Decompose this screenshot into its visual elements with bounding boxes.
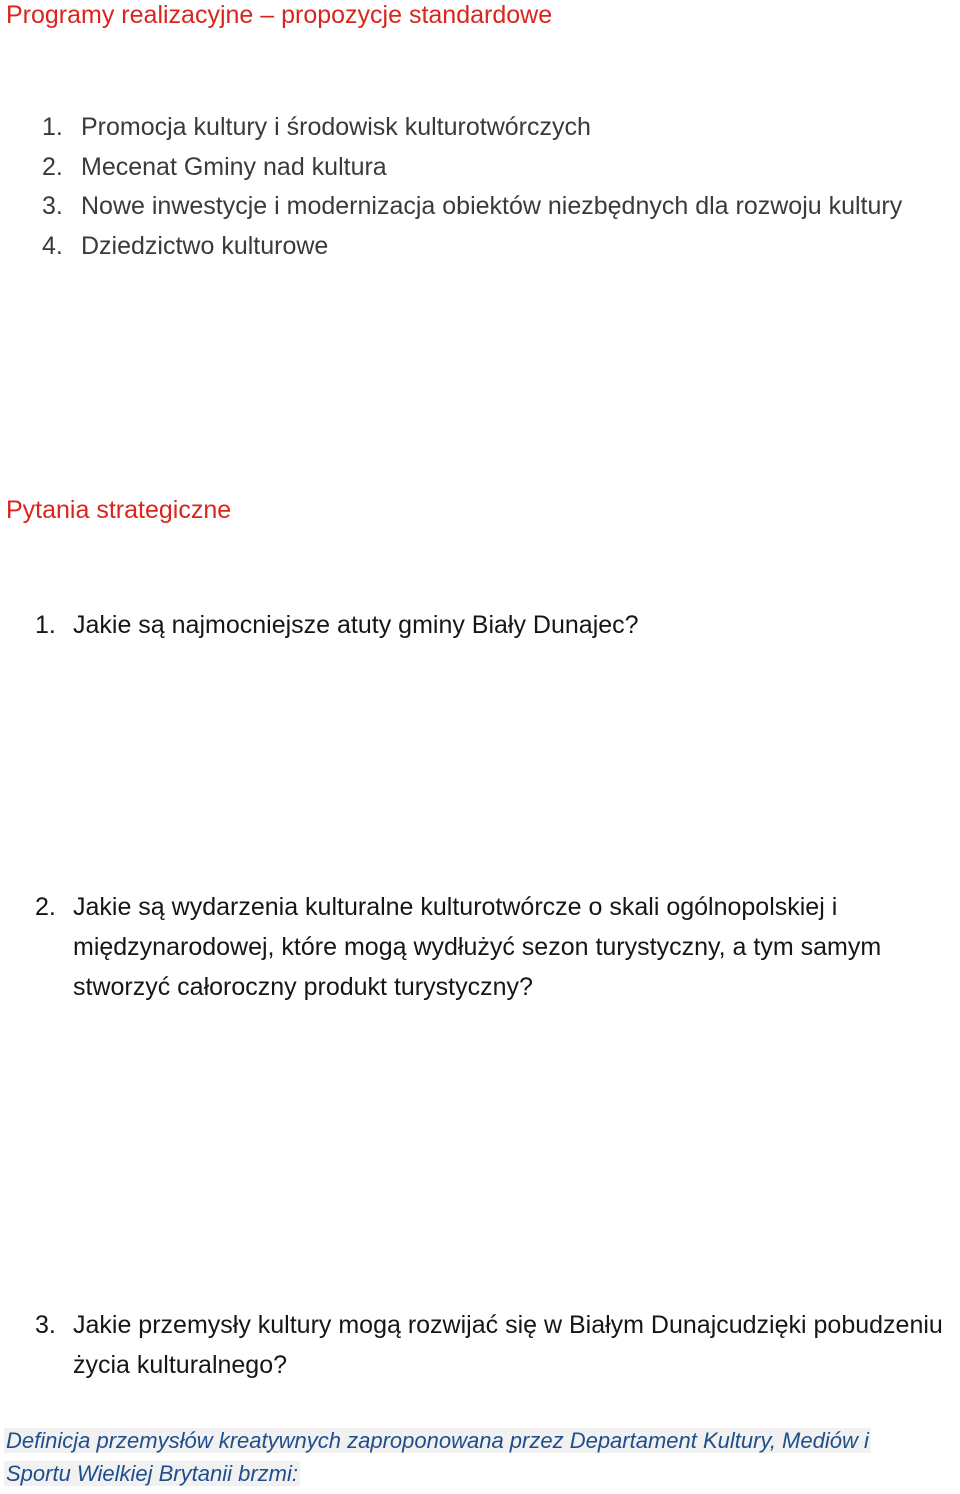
- question-text: Jakie są wydarzenia kulturalne kulturotwórcze o skali ogólnopolskiej i międzynarodowej, które mogą wydłużyć sezon turystyczny, a tym samym stworzyć całoroczny produkt turystyczny?: [73, 893, 882, 1001]
- definition-line: Definicja przemysłów kreatywnych zaproponowana przez Departament Kultury, Mediów i: [6, 1428, 869, 1453]
- strategic-question: [0, 1305, 960, 1385]
- programs-list: [0, 108, 911, 266]
- question-text: Jakie przemysły kultury mogą rozwijać się w Białym Dunajcudzięki pobudzeniu życia kulturalnego?: [73, 1311, 943, 1379]
- question-number: 2.: [35, 893, 56, 921]
- program-number: 2.: [42, 152, 63, 181]
- programs-heading: Programy realizacyjne – propozycje standardowe: [6, 1, 553, 29]
- program-number: 4.: [42, 231, 63, 260]
- program-item: [0, 108, 911, 148]
- question-number: 1.: [35, 611, 56, 639]
- strategic-questions-heading: Pytania strategiczne: [6, 496, 232, 524]
- strategic-question: [0, 605, 960, 645]
- program-text: Nowe inwestycje i modernizacja obiektów niezbędnych dla rozwoju kultury: [81, 192, 903, 221]
- program-item: [0, 148, 911, 188]
- definition-line: Sportu Wielkiej Brytanii brzmi:: [6, 1461, 298, 1486]
- program-number: 1.: [42, 113, 63, 141]
- program-text: Promocja kultury i środowisk kulturotwórczych: [81, 113, 591, 141]
- program-item: [0, 187, 911, 227]
- question-text: Jakie są najmocniejsze atuty gminy Biały Dunajec?: [73, 611, 639, 639]
- program-number: 3.: [42, 192, 63, 221]
- program-text: Dziedzictwo kulturowe: [81, 231, 329, 260]
- strategic-question: [0, 887, 960, 1007]
- question-number: 3.: [35, 1311, 56, 1339]
- program-item: [0, 227, 911, 267]
- program-text: Mecenat Gminy nad kultura: [81, 152, 387, 181]
- definition-paragraph: [4, 1424, 944, 1490]
